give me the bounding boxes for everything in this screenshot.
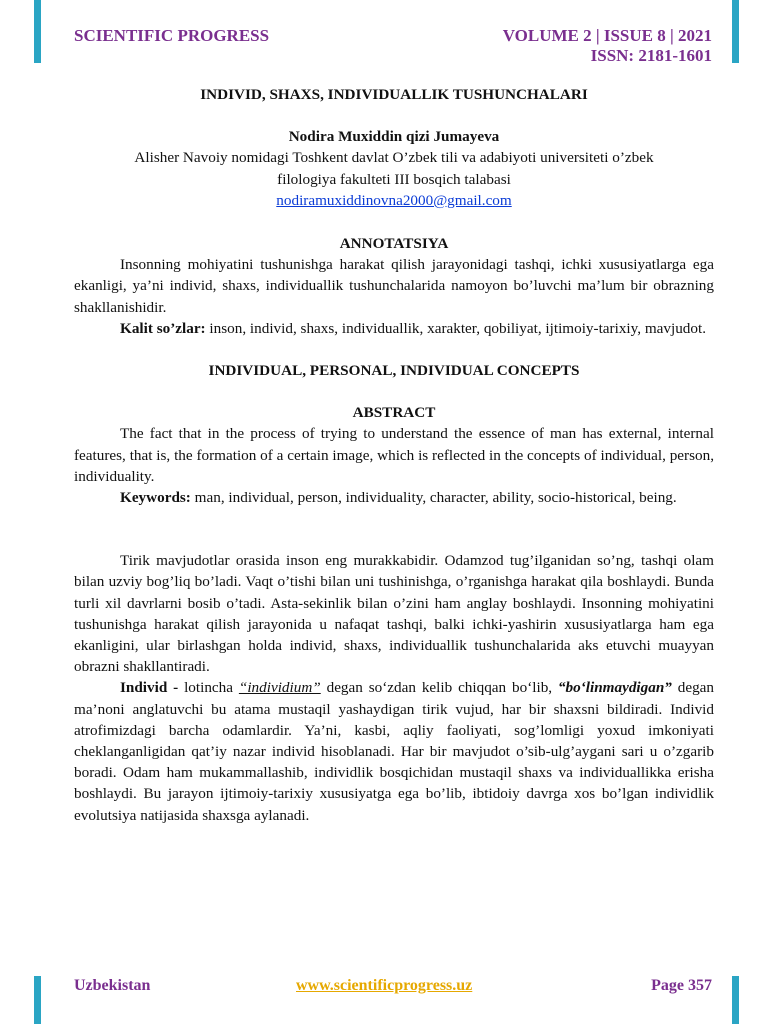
keywords-uz-label: Kalit so’zlar: — [120, 319, 206, 337]
body-p2-text-a: lotincha — [178, 679, 239, 697]
article-body — [74, 84, 714, 826]
affiliation-line-2: filologiya fakulteti III bosqich talabasi — [277, 170, 511, 188]
author-email-link[interactable]: nodiramuxiddinovna2000@gmail.com — [276, 191, 512, 209]
quote-bolinmaydigan: “bo‘linmaydigan” — [557, 679, 672, 697]
keywords-uz-list: inson, individ, shaxs, individuallik, xarakter, qobiliyat, ijtimoiy-tarixiy, mavjudot. — [205, 319, 707, 337]
keywords-uz — [74, 318, 714, 339]
body-p2-text-b: degan so‘zdan kelib chiqqan bo‘lib, — [320, 679, 558, 697]
journal-name: SCIENTIFIC PROGRESS — [74, 26, 270, 45]
body-paragraph-1: Tirik mavjudotlar orasida inson eng murakkabidir. Odamzod tug’ilganidan so’ng, tashqi olam bilan uzviy bog’liq bo’ladi. Vaqt o’tishi bilan uni tushinishga, o’rganishga harakat qila boshlaydi. Bunda turli xil davrlarni bosib o’tadi. Asta-sekinlik bilan o’zini ham anglay boshlaydi. Insonning mohiyatini tushunishga harakat qilish jarayonida u nafaqat tashqi, balki ichki-yashirin xususiyatlarga ham ega ekanligini, ular birlashgan holda individ, shaxs, individuallik tushunchalarida aks etuvchi muayyan obrazni shakllantiradi. — [74, 552, 714, 676]
quote-individium: “individium” — [238, 679, 321, 697]
issn: ISSN: 2181-1601 — [590, 46, 712, 65]
body-paragraph-2 — [74, 677, 714, 825]
keywords-en-label: Keywords: — [120, 489, 191, 507]
keywords-en — [74, 487, 714, 508]
body-p2-text-c: degan ma’noni anglatuvchi bu atama mustaqil yashaydigan tirik vujud, har bir shaxsni bildiradi. Individ atrofimizdagi barcha odamlardir. Ya’ni, kasbi, aqliy faoliyati, sog’lomligi yoxud imkoniyati cheklanganligidan qat’iy nazar individ hisoblanadi. Har bir mavjudot o’sib-ulg’aygani sari u o’zgarib boradi. Odam ham mukammallashib, individlik bosqichidan mustaqil shaxs va individuallikka erisha boshlaydi. Bu jarayon ijtimoiy-tarixiy xususiyatga ega bo’lib, ibtidoiy davrga xos bo’lgan individlik evolutsiya natijasida shaxsga aylanadi. — [74, 679, 715, 824]
issue-info — [503, 26, 712, 66]
keywords-en-list: man, individual, person, individuality, character, ability, socio-historical, being. — [190, 489, 677, 507]
abstract-heading: ABSTRACT — [352, 404, 436, 422]
article-title-en: INDIVIDUAL, PERSONAL, INDIVIDUAL CONCEPTS — [208, 362, 580, 380]
annotation-heading: ANNOTATSIYA — [339, 235, 449, 253]
term-individ: Individ - — [120, 679, 179, 697]
footer-website-link[interactable]: www.scientificprogress.uz — [296, 977, 473, 994]
top-right-accent-bar — [732, 0, 739, 63]
annotation-text: Insonning mohiyatini tushunishga harakat qilish jarayonidagi tashqi, ichki xususiyatlarga ega ekanligi, ya’ni individ, shaxs, individuallik tushunchalarida namoyon bo’luvchi ma’lum bir obrazning shakllanishidir. — [74, 256, 714, 316]
page-number: Page 357 — [651, 977, 712, 994]
bottom-right-accent-bar — [732, 976, 739, 1024]
abstract-text: The fact that in the process of trying to understand the essence of man has external, internal features, that is, the formation of a certain image, which is reflected in the concepts of individual, person, individuality. — [74, 425, 714, 485]
volume-issue-year: VOLUME 2 | ISSUE 8 | 2021 — [502, 26, 712, 45]
affiliation-line-1: Alisher Navoiy nomidagi Toshkent davlat O’zbek tili va adabiyoti universiteti o’zbek — [134, 149, 654, 167]
footer-country: Uzbekistan — [74, 977, 151, 994]
bottom-left-accent-bar — [34, 976, 41, 1024]
author-name: Nodira Muxiddin qizi Jumayeva — [288, 128, 500, 146]
article-title-uz: INDIVID, SHAXS, INDIVIDUALLIK TUSHUNCHALARI — [200, 86, 588, 103]
top-left-accent-bar — [34, 0, 41, 63]
